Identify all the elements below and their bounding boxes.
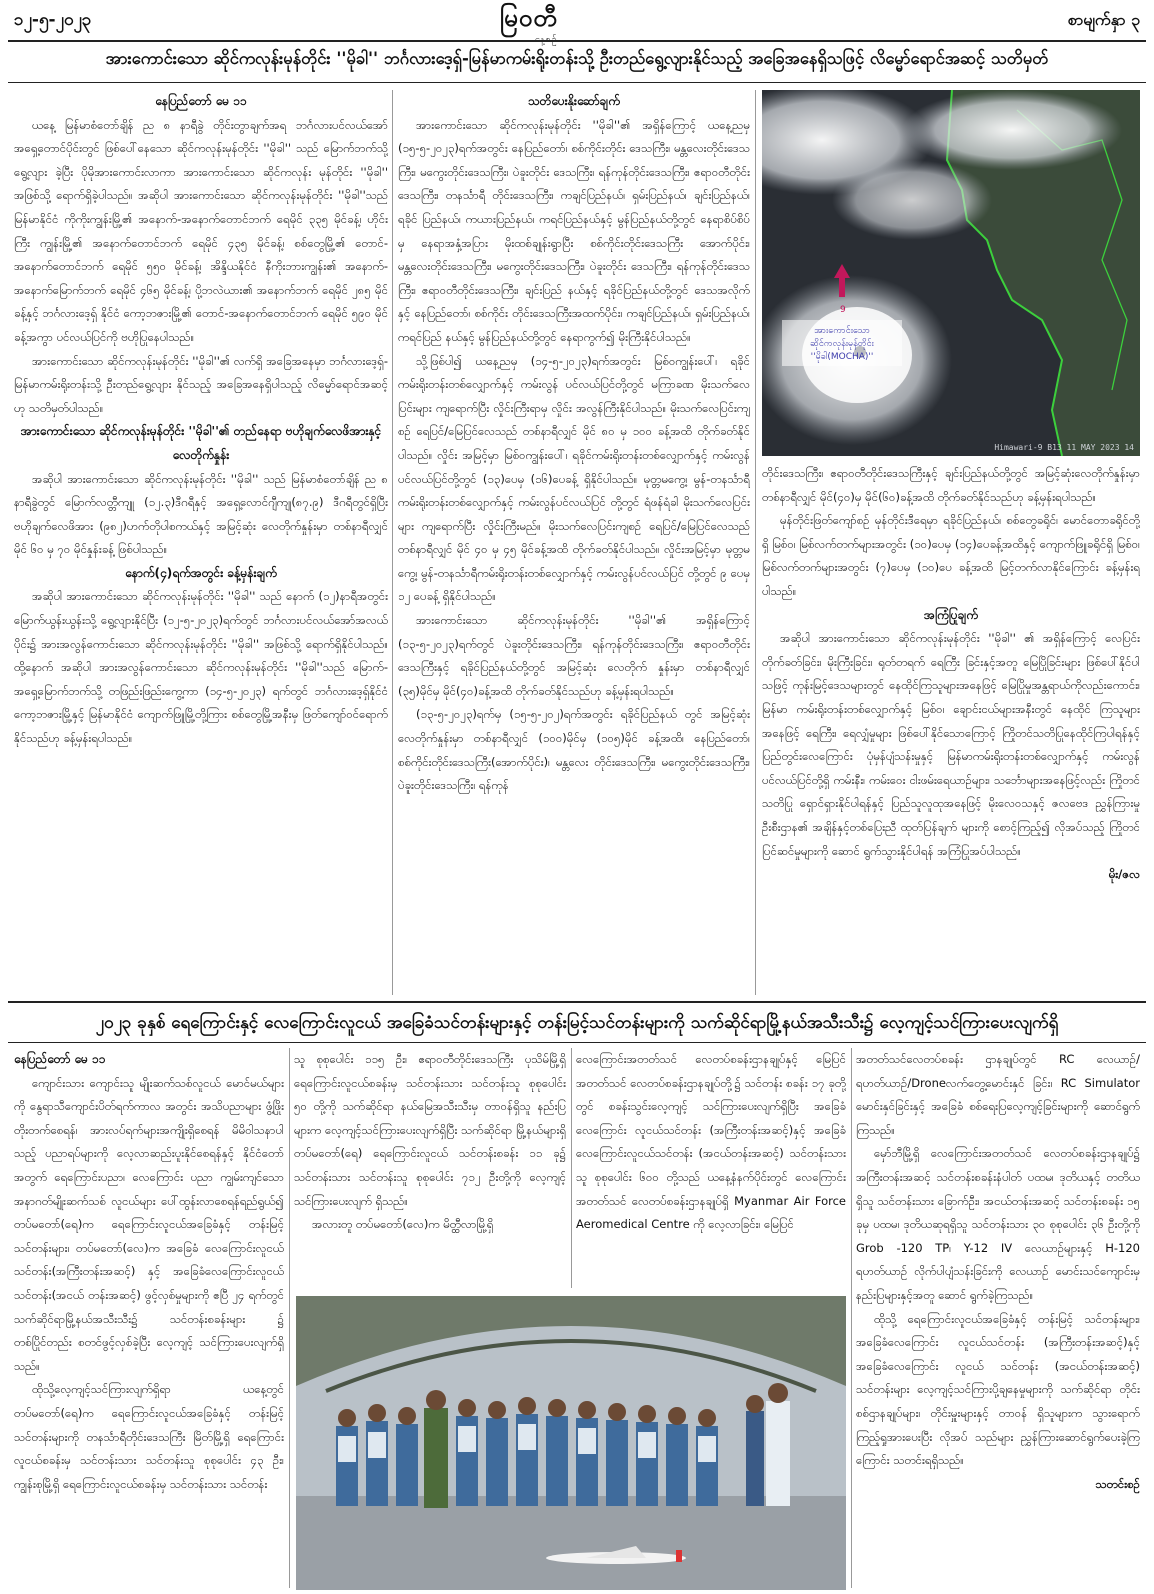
paragraph: ကျောင်းသား ကျောင်းသူ မျိုးဆက်သစ်လူငယ် မောင်မယ်များကို နွေရာသီကျောင်းပိတ်ရက်ကာလ အတွင်း အသိပညာများ ဖွံ့ဖြိုးတိုးတက်စေရန်၊ အားလပ်ရက်များအကျိုးရှိစေရန် မိမိဝါသနာပါသည့် ပညာရပ်များကို လေ့လာဆည်းပူးနိုင်စေရန်နှင့် နိုင်ငံတော်အတွက် ရေကြောင်းပညာ၊ လေကြောင်း ပညာ ကျွမ်းကျင်သော အနာဂတ်မျိုးဆက်သစ် လူငယ်များ ပေါ်ထွန်းလာစေရန်ရည်ရွယ်၍ တပ်မတော်(ရေ)က ရေကြောင်းလူငယ်အခြေခံနှင့် တန်းမြင့်သင်တန်းများ၊ တပ်မတော်(လေ)က အခြေခံ လေကြောင်းလူငယ်သင်တန်း(အကြီးတန်းအဆင့်) နှင့် အခြေခံလေကြောင်းလူငယ်သင်တန်း(အငယ် တန်းအဆင့်) ဖွင့်လှစ်မှုများကို ဧပြီ ၂၄ ရက်တွင် သက်ဆိုင်ရာမြို့နယ်အသီးသီး၌ သင်တန်းစခန်းများ ၌ တစ်ပြိုင်တည်း စတင်ဖွင့်လှစ်ခဲ့ပြီး လေ့ကျင့် သင်ကြားပေးလျက်ရှိသည်။ <box>14 1075 284 1373</box>
dateline: နေပြည်တော် မေ ၁၁ <box>14 1052 106 1066</box>
top-story-headline: အားကောင်းသော ဆိုင်ကလုန်းမုန်တိုင်း ''မိုခါ'' ဘင်္ဂလားဒေ့ရှ်-မြန်မာကမ်းရိုးတန်းသို့ ဦးတည်ရွေ့လျားနိုင်သည့် အခြေအနေရှိသဖြင့် လိမ္မော်ရောင်အဆင့် သတိမှတ် <box>105 49 1049 68</box>
paragraph: အဆိုပါ အားကောင်းသော ဆိုင်ကလုန်းမုန်တိုင်း ''မိုခါ'' ၏ အရှိန်ကြောင့် လေပြင်းတိုက်ခတ်ခြင်း၊ မိုးကြီးခြင်း၊ ရုတ်တရက် ရေကြီး ခြင်းနှင့်အတူ မြေပြိုခြင်းများ ဖြစ်ပေါ်နိုင်ပါသဖြင့် ကုန်းမြင့်ဒေသများတွင် နေထိုင်ကြသူများအနေဖြင့် မြေပြိုမှုအန္တရာယ်ကိုလည်းကောင်း၊ မြန်မာ ကမ်းရိုးတန်းတစ်လျှောက်နှင့် မြစ်ဝ၊ ချောင်းငယ်များအနီးတွင် နေထိုင် ကြသူများအနေဖြင့် ရေကြီး၊ ရေလျှံမှုများ ဖြစ်ပေါ်နိုင်သောကြောင့် ကြိုတင်သတိပြုနေထိုင်ကြပါရန်နှင့် ပြည်တွင်းလေကြောင်း ပုံမှန်ပျံသန်းမှုနှင့် မြန်မာကမ်းရိုးတန်းတစ်လျှောက်နှင့် ကမ်းလွန်ပင်လယ်ပြင်တို့ရှိ ကမ်းနီး၊ ကမ်းဝေး ငါးဖမ်းရေယာဉ်များ၊ သင်္ဘောများအနေဖြင့်လည်း ကြိုတင် သတိပြု ရှောင်ရှားနိုင်ပါရန်နှင့် ပြည်သူလူထုအနေဖြင့် မိုးလေဝသနှင့် ဇလဗေဒ ညွှန်ကြားမှုဦးစီးဌာန၏ အချိန်နှင့်တစ်ပြေးညီ ထုတ်ပြန်ချက် များကို စောင့်ကြည့်၍ လိုအပ်သည့် ကြိုတင်ပြင်ဆင်မှုများကို ဆောင် ရွက်သွားနိုင်ပါရန် အကြံပြုအပ်ပါသည်။ <box>762 631 1140 858</box>
officer-white-shirt <box>766 1401 790 1506</box>
dateline: နေပြည်တော် မေ ၁၁ <box>155 94 247 108</box>
column-divider <box>571 1048 572 1288</box>
headline-rule <box>8 1042 1146 1043</box>
paragraph: (၁၃-၅-၂၀၂၃)ရက်မှ (၁၅-၅-၂၀၂)ရက်အတွင်း ရခိုင်ပြည်နယ် တွင် အမြင့်ဆုံးလေတိုက်နှုန်းမှာ တစ်နာရီလျှင် (၁၀၀)မိုင်မှ (၁၀၅)မိုင် ခန့်အထိ၊ နေပြည်တော်၊ စစ်ကိုင်းတိုင်းဒေသကြီး(အောက်ပိုင်း)၊ မန္တလေး တိုင်းဒေသကြီး၊ မကွေးတိုင်းဒေသကြီး၊ ပဲခူးတိုင်းဒေသကြီး၊ ရန်ကုန် <box>398 707 750 793</box>
column-divider <box>755 90 756 995</box>
page-header <box>0 0 1154 40</box>
image-timestamp: Himawari-9 B13 11 MAY 2023 14 <box>994 443 1134 452</box>
subheading: အားကောင်းသော ဆိုင်ကလုန်းမုန်တိုင်း ''မိုခါ''၏ တည်နေရာ ဗဟိုချက်လေဖိအားနှင့် လေတိုက်နှုန်း <box>20 424 382 462</box>
paragraph: အလားတူ တပ်မတော်(လေ)က မိတ္ထီလာမြို့ရှိ <box>312 1217 494 1232</box>
paragraph: အတတ်သင်လေတပ်စခန်း ဌာနချုပ်တွင် RC လေယာဉ်/ရဟတ်ယာဉ်/Droneလက်တွေ့မောင်းနှင် ခြင်း၊ RC Simulator မောင်းနှင်ခြင်းနှင့် အခြေခံ စစ်ရေးပြလေ့ကျင့်ခြင်းများကို ဆောင်ရွက်ကြသည်။ <box>856 1052 1140 1137</box>
paragraph: ထိုသို့လေ့ကျင့်သင်ကြားလျက်ရှိရာ ယနေ့တွင် တပ်မတော်(ရေ)က ရေကြောင်းလူငယ်အခြေခံနှင့် တန်းမြင့်သင်တန်းများကို တနင်္သာရီတိုင်းဒေသကြီး မြိတ်မြို့ရှိ ရေကြောင်းလူငယ်စခန်းမှ သင်တန်းသား သင်တန်းသူ စုစုပေါင်း ၄၃ ဦး၊ ကျွန်းစုမြို့ရှိ ရေကြောင်းလူငယ်စခန်းမှ သင်တန်းသား သင်တန်း <box>14 1382 284 1491</box>
paragraph: တိုင်းဒေသကြီး၊ ဧရာဝတီတိုင်းဒေသကြီးနှင့် ချင်းပြည်နယ်တို့တွင် အမြင့်ဆုံးလေတိုက်နှုန်းမှာ တစ်နာရီလျှင် မိုင်(၄၀)မှ မိုင်(၆၀)ခန့်အထိ တိုက်ခတ်နိုင်သည်ဟု ခန့်မှန်းရပါသည်။ <box>762 466 1140 504</box>
paragraph: အားကောင်းသော ဆိုင်ကလုန်းမုန်တိုင်း ''မိုခါ''၏ လက်ရှိ အခြေအနေမှာ ဘင်္ဂလားဒေ့ရှ်-မြန်မာကမ်းရိုးတန်းသို့ ဦးတည်ရွေ့လျား နိုင်သည့် အခြေအနေရှိပါသည့် လိမ္မော်ရောင်အဆင့်ဟု သတိမှတ်ပါသည်။ <box>14 353 388 415</box>
second-story-column-1 <box>14 1048 284 1588</box>
paragraph: မုန်တိုင်းဖြတ်ကျော်စဉ် မုန်တိုင်းဒီရေမှာ ရခိုင်ပြည်နယ်၊ စစ်တွေခရိုင်၊ မောင်တောခရိုင်တို့ရှိ မြစ်ဝ၊ မြစ်လက်တက်များအတွင်း (၁၀)ပေမှ (၁၄)ပေခန့်အထိနှင့် ကျောက်ဖြူခရိုင်ရှိ မြစ်ဝ၊ မြစ်လက်တက်များအတွင်း (၇)ပေမှ (၁၀)ပေ ခန့်အထိ မြင့်တက်လာနိုင်ကြောင်း ခန့်မှန်းရပါသည်။ <box>762 513 1140 598</box>
paragraph: သို့ဖြစ်ပါ၍ ယနေ့ညမှ (၁၄-၅-၂၀၂၃)ရက်အတွင်း မြစ်ဝကျွန်းပေါ်၊ ရခိုင်ကမ်းရိုးတန်းတစ်လျှောက်နှင့် ကမ်းလွန် ပင်လယ်ပြင်တို့တွင် မကြာခဏ မိုးသက်လေပြင်းများ ကျရောက်ပြီး လှိုင်းကြီးရာမှ လှိုင်း အလွန်ကြီးနိုင်ပါသည်။ မိုးသက်လေပြင်းကျစဉ် ရေပြင်/မြေပြင်လေသည် တစ်နာရီလျှင် မိုင် ၈၀ မှ ၁၀၀ ခန့်အထိ တိုက်ခတ်နိုင်ပါသည်။ လှိုင်း အမြင့်မှာ မြစ်ဝကျွန်းပေါ်၊ ရခိုင်ကမ်းရိုးတန်းတစ်လျှောက်နှင့် ကမ်းလွန် ပင်လယ်ပြင်တို့တွင် (၁၃)ပေမှ (၁၆)ပေခန့် ရှိနိုင်ပါသည်။ မုတ္တမကွေ့၊ မွန်-တနင်္သာရီ ကမ်းရိုးတန်းတစ်လျှောက်နှင့် ကမ်းလွန်ပင်လယ်ပြင် တို့တွင် ရံဖန်ရံခါ မိုးသက်လေပြင်းများ ကျရောက်ပြီး လှိုင်းကြီးမည်။ မိုးသက်လေပြင်းကျစဉ် ရေပြင်/မြေပြင်လေသည် တစ်နာရီလျှင် မိုင် ၄၀ မှ ၄၅ မိုင်ခန့်အထိ တိုက်ခတ်နိုင်ပါသည်။ လှိုင်းအမြင့်မှာ မုတ္တမကွေ့၊ မွန်-တနင်္သာရီကမ်းရိုးတန်းတစ်လျှောက်နှင့် ကမ်းလွန်ပင်လယ်ပြင် တို့တွင် ၉ ပေမှ ၁၂ ပေခန့် ရှိနိုင်ပါသည်။ <box>398 353 750 604</box>
byline: မိုး/ဇလ <box>1108 867 1140 882</box>
cyclone-label: အားကောင်းသော <box>814 326 870 336</box>
paragraph: လေကြောင်းအတတ်သင် လေတပ်စခန်းဌာနချုပ်နှင့် မြေပြင်အတတ်သင် လေတပ်စခန်းဌာနချုပ်တို့၌ သင်တန်း စခန်း ၁၇ ခုတို့တွင် စခန်းသွင်းလေ့ကျင့် သင်ကြားပေးလျက်ရှိပြီး အခြေခံလေကြောင်း လူငယ်သင်တန်း (အကြီးတန်းအဆင့်)နှင့် အခြေခံ လေကြောင်းလူငယ်သင်တန်း (အငယ်တန်းအဆင့်) သင်တန်းသားသူ စုစုပေါင်း ၆၀၀ တို့သည် ယနေ့နံနက်ပိုင်းတွင် လေကြောင်းအတတ်သင် လေတပ်စခန်းဌာနချုပ်ရှိ Myanmar Air Force Aeromedical Centre ကို လေ့လာခြင်း၊ မြေပြင် <box>576 1052 846 1232</box>
top-story-column-2 <box>398 90 750 995</box>
cyclone-label: ''မိုခါ(MOCHA)'' <box>810 352 874 362</box>
second-story-column-3 <box>576 1048 846 1288</box>
page-number: စာမျက်နှာ ၃ <box>1067 10 1140 29</box>
cyclone-label: ဆိုင်ကလုန်းမုန်တိုင်း <box>810 339 874 349</box>
issue-date: ၁၂-၅-၂၀၂၃ <box>14 10 92 30</box>
column-divider <box>392 90 393 995</box>
story-divider <box>8 1001 1146 1003</box>
header-rule <box>8 40 1146 42</box>
track-marker: 9 <box>840 305 846 315</box>
second-story-headline: ၂၀၂၃ ခုနှစ် ရေကြောင်းနှင့် လေကြောင်းလူငယ် အခြေခံသင်တန်းများနှင့် တန်းမြင့်သင်တန်းများကို သက်ဆိုင်ရာမြို့နယ်အသီးသီး၌ လေ့ကျင့်သင်ကြားပေးလျက်ရှိ <box>95 1013 1059 1033</box>
paragraph: ယနေ့ မြန်မာစံတော်ချိန် ည ၈ နာရီခွဲ တိုင်းတွာချက်အရ ဘင်္ဂလားပင်လယ်အော် အရှေ့တောင်ပိုင်းတွင် ဖြစ်ပေါ်နေသော ဆိုင်ကလုန်းမုန်တိုင်း ''မိုခါ'' သည် မြောက်ဘက်သို့ ရွေ့လျား ခဲ့ပြီး ပိုမိုအားကောင်းလာကာ အားကောင်းသော ဆိုင်ကလုန်း မုန်တိုင်း ''မိုခါ'' အဖြစ်သို့ ရောက်ရှိခဲ့ပါသည်။ အဆိုပါ အားကောင်းသော ဆိုင်ကလုန်းမုန်တိုင်း ''မိုခါ''သည် မြန်မာနိုင်ငံ ကိုကိုးကျွန်းမြို့၏ အနောက်-အနောက်တောင်ဘက် ရေမိုင် ၃၃၅ မိုင်ခန့်၊ ဟိုင်းကြီး ကျွန်းမြို့၏ အနောက်တောင်ဘက် ရေမိုင် ၄၃၅ မိုင်ခန့်၊ စစ်တွေမြို့၏ တောင်-အနောက်တောင်ဘက် ရေမိုင် ၅၅၀ မိုင်ခန့်၊ အိန္ဒိယနိုင်ငံ နီကိုးဘားကျွန်း၏ အနောက်-အနောက်မြောက်ဘက် ရေမိုင် ၄၆၅ မိုင်ခန့်၊ ပို့ဘလဲယား၏ အနောက်ဘက် ရေမိုင် ၂၈၅ မိုင်ခန့်နှင့် ဘင်္ဂလားဒေ့ရှ် နိုင်ငံ ကော့ဘဇားမြို့၏ တောင်-အနောက်တောင်ဘက် ရေမိုင် ၅၉၀ မိုင်ခန့်အကွာ ပင်လယ်ပြင်ကို ဗဟိုပြုနေပါသည်။ <box>14 117 388 344</box>
paragraph: ထိုသို့ ရေကြောင်းလူငယ်အခြေခံနှင့် တန်းမြင့် သင်တန်းများ၊ အခြေခံလေကြောင်း လူငယ်သင်တန်း (အကြီးတန်းအဆင့်)နှင့် အခြေခံလေကြောင်း လူငယ် သင်တန်း (အငယ်တန်းအဆင့်) သင်တန်းများ လေ့ကျင့်သင်ကြားပို့ချနေမှုများကို သက်ဆိုင်ရာ တိုင်းစစ်ဌာနချုပ်များ၊ တိုင်းမှူးများနှင့် တာဝန် ရှိသူများက သွားရောက်ကြည့်ရှုအားပေးပြီး လိုအပ် သည်များ ညွှန်ကြားဆောင်ရွက်ပေးခဲ့ကြကြောင်း သတင်းရရှိသည်။ <box>856 1311 1140 1468</box>
paragraph: အားကောင်းသော ဆိုင်ကလုန်းမုန်တိုင်း ''မိုခါ''၏ အရှိန်ကြောင့် (၁၃-၅-၂၀၂၃)ရက်တွင် ပဲခူးတိုင်းဒေသကြီး၊ ရန်ကုန်တိုင်းဒေသကြီး၊ ဧရာဝတီတိုင်းဒေသကြီးနှင့် ရခိုင်ပြည်နယ်တို့တွင် အမြင့်ဆုံး လေတိုက် နှုန်းမှာ တစ်နာရီလျှင် (၃၅)မိုင်မှ မိုင်(၄၀)ခန့်အထိ တိုက်ခတ်နိုင်သည်ဟု ခန့်မှန်းရပါသည်။ <box>398 613 750 698</box>
second-story-column-4 <box>856 1048 1140 1588</box>
column-divider <box>289 1048 290 1588</box>
news-photo <box>296 1296 846 1590</box>
top-story-column-3 <box>762 462 1140 995</box>
paragraph: သူ စုစုပေါင်း ၁၁၅ ဦး၊ ဧရာဝတီတိုင်းဒေသကြီး ပုသိမ်မြို့ရှိ ရေကြောင်းလူငယ်စခန်းမှ သင်တန်းသား သင်တန်းသူ စုစုပေါင်း ၅၀ တို့ကို သက်ဆိုင်ရာ နယ်မြေအသီးသီးမှ တာဝန်ရှိသူ နည်းပြများက လေ့ကျင့်သင်ကြားပေးလျက်ရှိပြီး သက်ဆိုင်ရာ မြို့နယ်များရှိ တပ်မတော်(ရေ) ရေကြောင်းလူငယ် သင်တန်းစခန်း ၁၁ ခု၌ သင်တန်းသား သင်တန်းသူ စုစုပေါင်း ၇၁၂ ဦးတို့ကို လေ့ကျင့်သင်ကြားပေးလျက် ရှိသည်။ <box>294 1052 566 1208</box>
officer-uniform <box>424 1408 448 1508</box>
subheading: နောက်(၄)ရက်အတွင်း ခန့်မှန်းချက် <box>125 565 277 580</box>
tarmac <box>296 1496 846 1590</box>
column-divider <box>851 1048 852 1588</box>
top-story-column-1 <box>14 90 388 995</box>
paragraph: အဆိုပါ အားကောင်းသော ဆိုင်ကလုန်းမုန်တိုင်း ''မိုခါ'' သည် နောက် (၁၂)နာရီအတွင်း မြောက်ယွန်းယွန်းသို့ ရွေ့လျားနိုင်ပြီး (၁၂-၅-၂၀၂၃)ရက်တွင် ဘင်္ဂလားပင်လယ်အော်အလယ်ပိုင်း၌ အားအလွန်ကောင်းသော ဆိုင်ကလုန်းမုန်တိုင်း ''မိုခါ'' အဖြစ်သို့ ရောက်ရှိနိုင်ပါသည်။ ထို့နောက် အဆိုပါ အားအလွန်ကောင်းသော ဆိုင်ကလုန်းမုန်တိုင်း ''မိုခါ''သည် မြောက်-အရှေ့မြောက်ဘက်သို့ တဖြည်းဖြည်းကွေ့ကာ (၁၄-၅-၂၀၂၃) ရက်တွင် ဘင်္ဂလားဒေ့ရှ်နိုင်ငံ ကော့ဘဇားမြို့နှင့် မြန်မာနိုင်ငံ ကျောက်ဖြူမြို့တို့ကြား စစ်တွေမြို့အနီးမှ ဖြတ်ကျော်ဝင်ရောက် နိုင်သည်ဟု ခန့်မှန်းရပါသည်။ <box>14 589 388 746</box>
byline: သတင်းစဉ် <box>1095 1476 1140 1491</box>
subheading: သတိပေးနိုးဆော်ချက် <box>528 94 620 108</box>
paragraph: မှော်ဘီမြို့ရှိ လေကြောင်းအတတ်သင် လေတပ်စခန်းဌာနချုပ်၌ အကြီးတန်းအဆင့် သင်တန်းစခန်းနံပါတ် ပထမ၊ ဒုတိယနှင့် တတိယ ရှိသူ သင်တန်းသား ခြောက်ဦး၊ အငယ်တန်းအဆင့် သင်တန်းစခန်း ၁၅ ခုမှ ပထမ၊ ဒုတိယဆုရရှိသူ သင်တန်းသား ၃၀ စုစုပေါင်း ၃၆ ဦးတို့ကို Grob -120 TP၊ Y-12 IV လေယာဉ်များနှင့် H-120 ရဟတ်ယာဉ် လိုက်ပါပျံသန်းခြင်းကို လေယာဉ် မောင်းသင်ကျောင်းမှ နည်းပြများနှင့်အတူ ဆောင် ရွက်ခဲ့ကြသည်။ <box>856 1146 1140 1302</box>
paragraph: အားကောင်းသော ဆိုင်ကလုန်းမုန်တိုင်း ''မိုခါ''၏ အရှိန်ကြောင့် ယနေ့ညမှ (၁၅-၅-၂၀၂၃)ရက်အတွင်း နေပြည်တော်၊ စစ်ကိုင်းတိုင်း ဒေသကြီး၊ မန္တလေးတိုင်းဒေသကြီး၊ မကွေးတိုင်းဒေသကြီး၊ ပဲခူးတိုင်း ဒေသကြီး၊ ရန်ကုန်တိုင်းဒေသကြီး၊ ဧရာဝတီတိုင်းဒေသကြီး၊ တနင်္သာရီ တိုင်းဒေသကြီး၊ ကချင်ပြည်နယ်၊ ရှမ်းပြည်နယ်၊ ချင်းပြည်နယ်၊ ရခိုင် ပြည်နယ်၊ ကယားပြည်နယ်၊ ကရင်ပြည်နယ်နှင့် မွန်ပြည်နယ်တို့တွင် နေရာစိပ်စိပ်မှ နေရာအနှံ့အပြား မိုးထစ်ချုန်းရွာပြီး စစ်ကိုင်းတိုင်းဒေသကြီး အောက်ပိုင်း၊ မန္တလေးတိုင်းဒေသကြီး၊ မကွေးတိုင်းဒေသကြီး၊ ပဲခူးတိုင်း ဒေသကြီး၊ ရန်ကုန်တိုင်းဒေသကြီး၊ ဧရာဝတီတိုင်းဒေသကြီး၊ ချင်းပြည် နယ်နှင့် ရခိုင်ပြည်နယ်တို့တွင် ဒေသအလိုက်နှင့် နေပြည်တော်၊ စစ်ကိုင်း တိုင်းဒေသကြီးအထက်ပိုင်း၊ ကချင်ပြည်နယ်၊ ရှမ်းပြည်နယ်၊ ကရင်ပြည် နယ်နှင့် မွန်ပြည်နယ်တို့တွင် နေရာကွက်၍ မိုးကြီးနိုင်ပါသည်။ <box>398 117 750 344</box>
satellite-image <box>762 90 1140 456</box>
headline-rule <box>8 82 1146 83</box>
second-story-column-2 <box>294 1048 566 1288</box>
paragraph: အဆိုပါ အားကောင်းသော ဆိုင်ကလုန်းမုန်တိုင်း ''မိုခါ'' သည် မြန်မာစံတော်ချိန် ည ၈ နာရီခွဲတွင် မြောက်လတ္တီကျူ (၁၂.၃)ဒီဂရီနှင့် အရှေ့လောင်ဂျီကျု(၈၇.၉) ဒီဂရီတွင်ရှိပြီး ဗဟိုချက်လေဖိအား (၉၈၂)ဟက်တိုပါစကယ်နှင့် အမြင့်ဆုံး လေတိုက်နှုန်းမှာ တစ်နာရီလျှင် မိုင် ၆၀ မှ ၇၀ မိုင်နှုန်းခန့် ဖြစ်ပါသည်။ <box>14 471 388 557</box>
subheading: အကြံပြုချက် <box>923 607 979 622</box>
masthead-title: မြဝတီ <box>500 3 558 32</box>
